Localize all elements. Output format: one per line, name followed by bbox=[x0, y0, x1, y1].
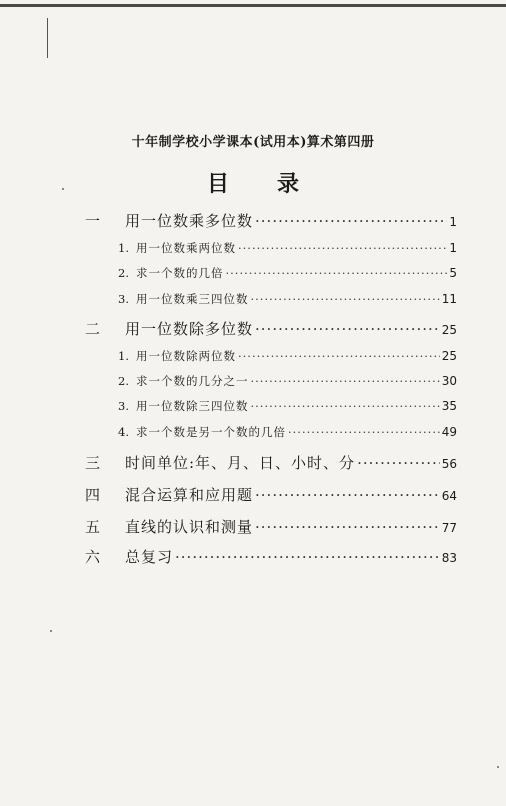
toc-entry-page: 1 bbox=[449, 215, 457, 229]
toc-entry[interactable] bbox=[85, 210, 457, 231]
toc-entry-number: 2. bbox=[118, 266, 129, 280]
toc-entry-number: 4. bbox=[118, 425, 129, 439]
toc-entry-page: 1 bbox=[449, 241, 457, 255]
toc-entry-number: 三 bbox=[85, 454, 101, 472]
toc-entry-label: 直线的认识和测量 bbox=[125, 518, 254, 536]
toc-entry-page: 11 bbox=[441, 292, 457, 306]
toc-heading-char-2: 录 bbox=[277, 171, 300, 197]
toc-entry-label: 求一个数的几倍 bbox=[136, 266, 224, 280]
toc-entry-number: 3. bbox=[118, 399, 129, 413]
toc-leader-dots bbox=[255, 486, 440, 504]
toc-entry[interactable] bbox=[118, 424, 457, 440]
scan-speck bbox=[62, 188, 64, 190]
toc-entry-page: 25 bbox=[441, 323, 457, 337]
toc-entry-number: 四 bbox=[85, 486, 101, 504]
toc-entry[interactable] bbox=[85, 546, 457, 567]
book-title: 十年制学校小学课本(试用本)算术第四册 bbox=[131, 135, 375, 150]
toc-entry[interactable] bbox=[85, 318, 457, 339]
toc-heading-char-1: 目 bbox=[206, 171, 229, 197]
toc-entry[interactable] bbox=[118, 373, 457, 389]
toc-entry[interactable] bbox=[118, 348, 457, 364]
toc-entry-page: 49 bbox=[441, 425, 457, 439]
toc-entry-label: 用一位数乘三四位数 bbox=[136, 292, 249, 306]
toc-entry-number: 二 bbox=[85, 320, 101, 338]
toc-entry-number: 2. bbox=[118, 374, 129, 388]
scan-speck bbox=[50, 630, 52, 632]
toc-entry-number: 六 bbox=[85, 548, 101, 566]
toc-entry[interactable] bbox=[85, 484, 457, 505]
toc-entry-page: 83 bbox=[441, 551, 457, 565]
toc-leader-dots bbox=[251, 399, 440, 413]
toc-leader-dots bbox=[238, 241, 447, 255]
toc-entry-label: 用一位数除三四位数 bbox=[136, 399, 249, 413]
toc-entry-number: 3. bbox=[118, 292, 129, 306]
toc-entry-label: 用一位数除两位数 bbox=[136, 349, 236, 363]
toc-entry-label: 用一位数除多位数 bbox=[125, 320, 254, 338]
toc-leader-dots bbox=[357, 454, 440, 472]
page-top-border bbox=[0, 4, 506, 7]
toc-entry[interactable] bbox=[85, 452, 457, 473]
toc-entry-label: 求一个数的几分之一 bbox=[136, 374, 249, 388]
toc-leader-dots bbox=[255, 212, 447, 230]
toc-entry-label: 求一个数是另一个数的几倍 bbox=[136, 425, 286, 439]
toc-entry-label: 用一位数乘多位数 bbox=[125, 212, 254, 230]
toc-entry[interactable] bbox=[118, 291, 457, 307]
toc-leader-dots bbox=[255, 518, 440, 536]
toc-entry-page: 5 bbox=[449, 266, 457, 280]
toc-entry-page: 30 bbox=[441, 374, 457, 388]
toc-entry-label: 混合运算和应用题 bbox=[125, 486, 254, 504]
toc-entry-label: 总复习 bbox=[125, 548, 174, 566]
toc-entry[interactable] bbox=[118, 398, 457, 414]
toc-heading bbox=[0, 167, 506, 198]
toc-entry-page: 77 bbox=[441, 521, 457, 535]
toc-leader-dots bbox=[288, 425, 440, 439]
toc-entry-number: 1. bbox=[118, 241, 129, 255]
toc-entry[interactable] bbox=[118, 240, 457, 256]
toc-leader-dots bbox=[238, 349, 440, 363]
toc-entry-page: 56 bbox=[441, 457, 457, 471]
toc-leader-dots bbox=[175, 548, 440, 566]
toc-entry-number: 一 bbox=[85, 212, 101, 230]
toc-entry-page: 64 bbox=[441, 489, 457, 503]
toc-entry-label: 时间单位:年、月、日、小时、分 bbox=[125, 454, 356, 472]
binding-mark bbox=[47, 18, 48, 58]
toc-entry-number: 五 bbox=[85, 518, 101, 536]
toc-entry-label: 用一位数乘两位数 bbox=[136, 241, 236, 255]
toc-leader-dots bbox=[226, 266, 448, 280]
toc-leader-dots bbox=[251, 374, 440, 388]
toc-leader-dots bbox=[255, 320, 440, 338]
toc-entry-page: 35 bbox=[441, 399, 457, 413]
scan-speck bbox=[497, 766, 499, 768]
toc-entry[interactable] bbox=[85, 516, 457, 537]
toc-leader-dots bbox=[251, 292, 440, 306]
toc-entry[interactable] bbox=[118, 265, 457, 281]
toc-entry-number: 1. bbox=[118, 349, 129, 363]
toc-entry-page: 25 bbox=[441, 349, 457, 363]
